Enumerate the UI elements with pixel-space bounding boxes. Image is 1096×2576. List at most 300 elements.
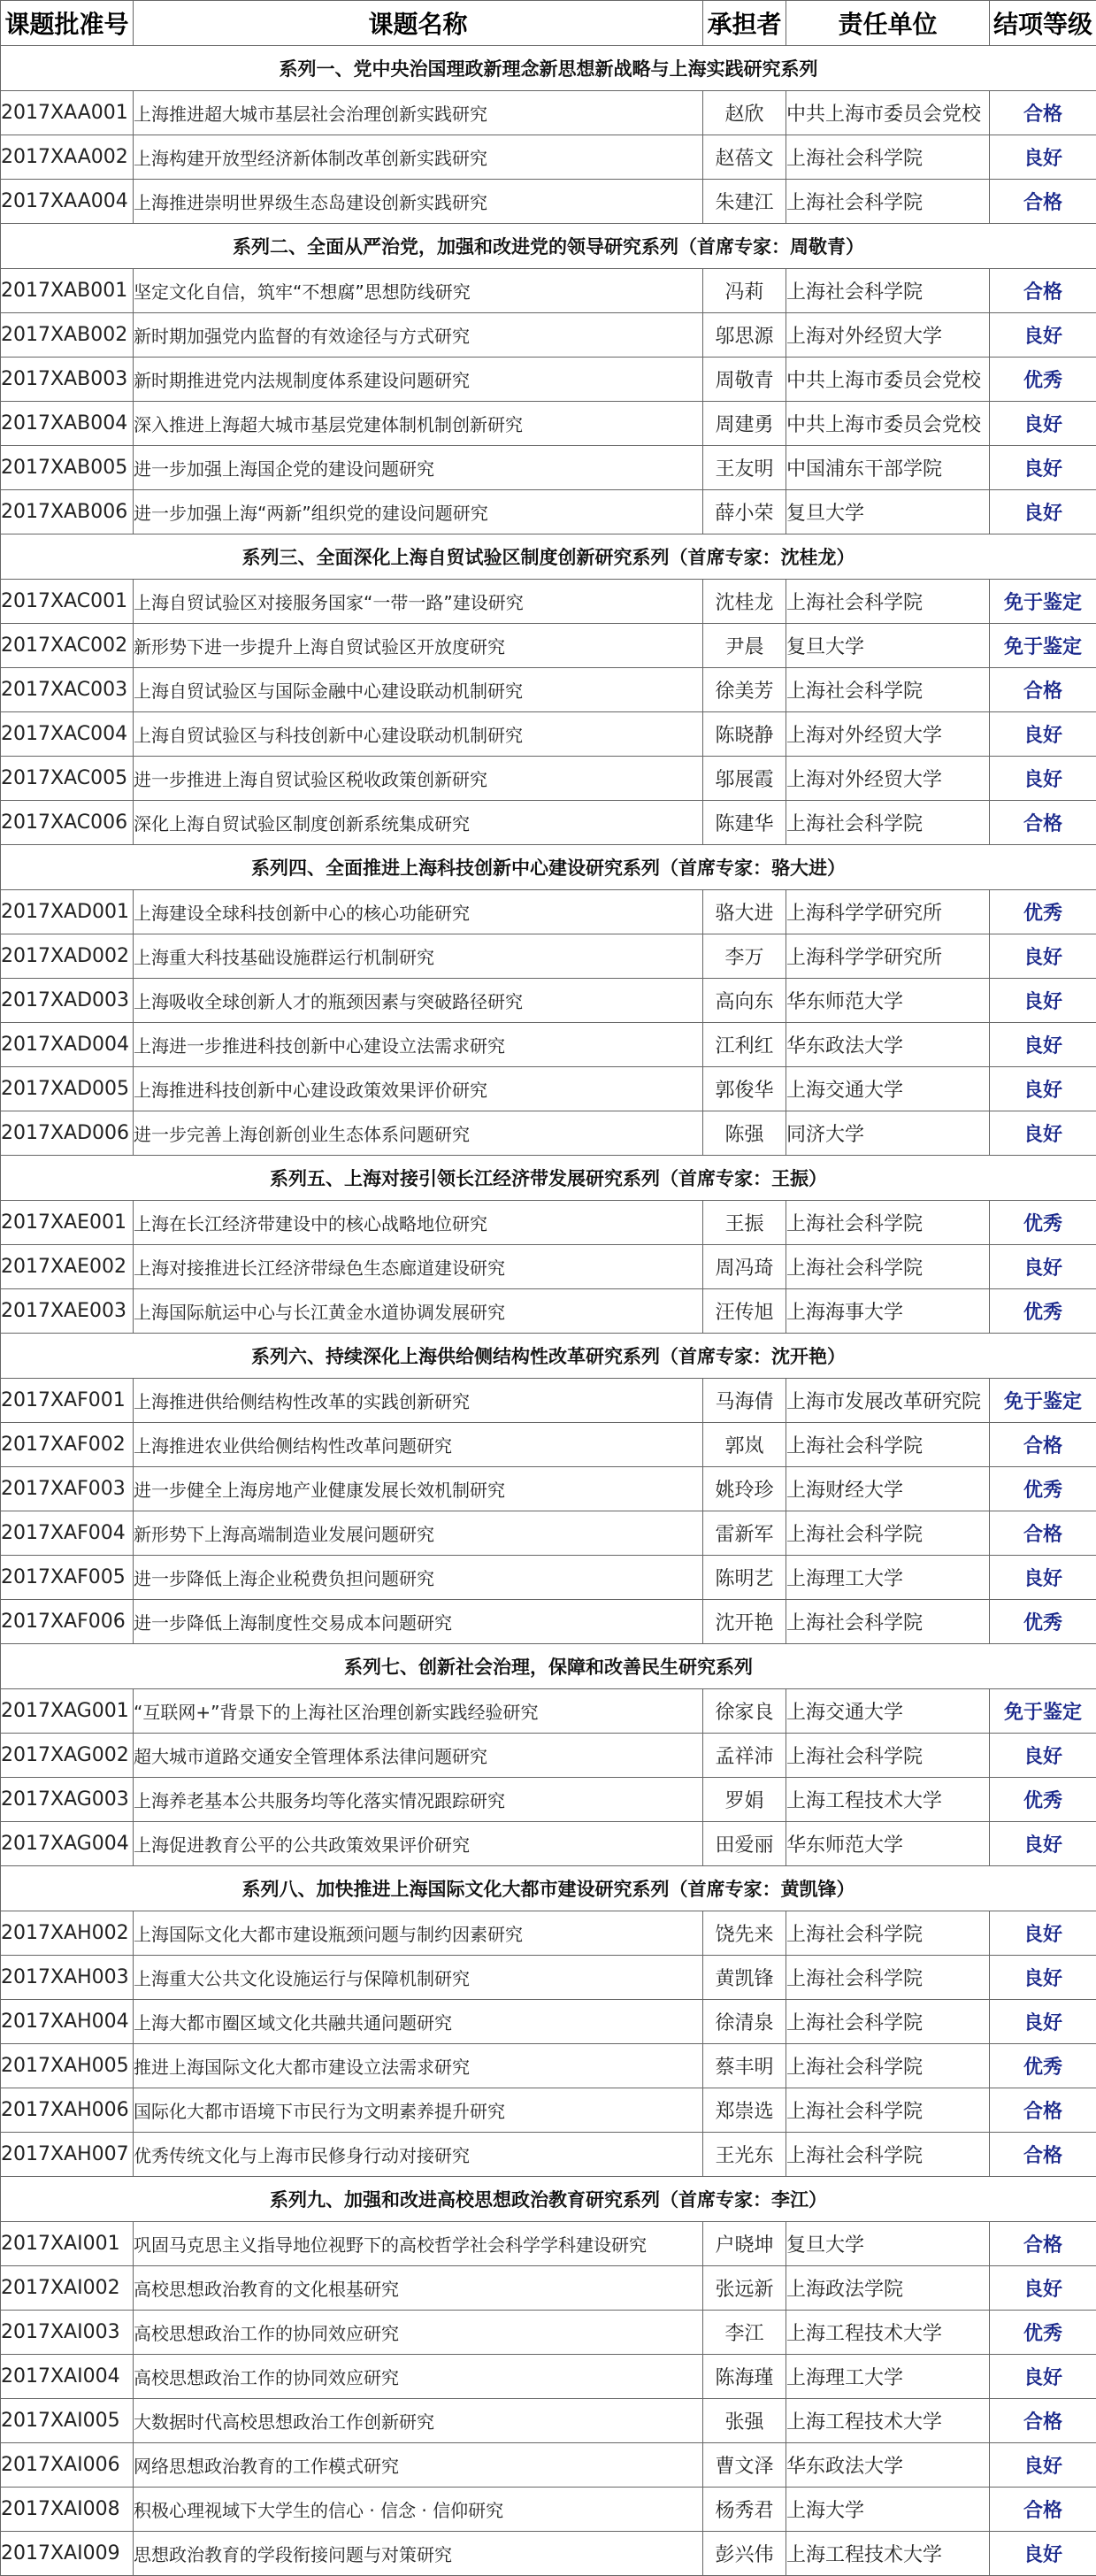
result-grade: 免于鉴定 [990,1689,1096,1734]
responsible-unit: 上海社会科学院 [786,135,990,180]
table-row [1,1245,1096,1289]
result-grade: 优秀 [990,2311,1096,2355]
table-row [1,1201,1096,1245]
project-owner: 周冯琦 [703,1245,786,1289]
project-code: 2017XAA004 [1,180,134,224]
table-row [1,1379,1096,1423]
project-code: 2017XAD002 [1,934,134,979]
project-code: 2017XAA002 [1,135,134,180]
responsible-unit: 上海社会科学院 [786,2044,990,2088]
project-owner: 马海倩 [703,1379,786,1423]
project-owner: 高向东 [703,979,786,1023]
project-title: 上海建设全球科技创新中心的核心功能研究 [134,890,703,934]
project-title: 超大城市道路交通安全管理体系法律问题研究 [134,1734,703,1778]
project-title: 上海吸收全球创新人才的瓶颈因素与突破路径研究 [134,979,703,1023]
responsible-unit: 上海社会科学院 [786,180,990,224]
project-owner: 户晓坤 [703,2222,786,2266]
project-code: 2017XAI009 [1,2532,134,2576]
result-grade: 合格 [990,91,1096,135]
responsible-unit: 上海社会科学院 [786,2000,990,2044]
result-grade: 免于鉴定 [990,580,1096,624]
result-grade: 良好 [990,2443,1096,2488]
project-title: 新时期加强党内监督的有效途径与方式研究 [134,313,703,358]
table-row [1,2311,1096,2355]
project-title: 上海推进崇明世界级生态岛建设创新实践研究 [134,180,703,224]
project-code: 2017XAD006 [1,1111,134,1156]
responsible-unit: 上海社会科学院 [786,2133,990,2177]
table-row [1,358,1096,402]
project-title: 推进上海国际文化大都市建设立法需求研究 [134,2044,703,2088]
project-code: 2017XAH003 [1,1956,134,2000]
project-owner: 罗娟 [703,1778,786,1822]
series-title: 系列七、创新社会治理，保障和改善民生研究系列 [1,1644,1096,1689]
project-title: 上海自贸试验区与国际金融中心建设联动机制研究 [134,668,703,712]
responsible-unit: 上海大学 [786,2488,990,2532]
project-title: 进一步加强上海“两新”组织党的建设问题研究 [134,490,703,534]
responsible-unit: 上海对外经贸大学 [786,712,990,757]
result-grade: 良好 [990,934,1096,979]
result-grade: 良好 [990,2532,1096,2576]
table-row [1,757,1096,801]
project-owner: 沈桂龙 [703,580,786,624]
result-grade: 良好 [990,1956,1096,2000]
table-row [1,2000,1096,2044]
project-code: 2017XAI006 [1,2443,134,2488]
series-header-row [1,845,1096,890]
project-code: 2017XAA001 [1,91,134,135]
project-code: 2017XAB004 [1,402,134,446]
result-grade: 合格 [990,2222,1096,2266]
project-title: 上海自贸试验区对接服务国家“一带一路”建设研究 [134,580,703,624]
result-grade: 合格 [990,2399,1096,2443]
project-title: 进一步推进上海自贸试验区税收政策创新研究 [134,757,703,801]
result-grade: 合格 [990,2488,1096,2532]
project-title: 坚定文化自信，筑牢“不想腐”思想防线研究 [134,269,703,313]
project-title: 深入推进上海超大城市基层党建体制机制创新研究 [134,402,703,446]
table-row [1,1023,1096,1067]
series-header-row [1,1334,1096,1379]
project-code: 2017XAF003 [1,1467,134,1511]
table-row [1,1556,1096,1600]
project-title: 国际化大都市语境下市民行为文明素养提升研究 [134,2088,703,2133]
result-grade: 良好 [990,1023,1096,1067]
responsible-unit: 中共上海市委员会党校 [786,402,990,446]
project-code: 2017XAG001 [1,1689,134,1734]
series-header-row [1,224,1096,269]
project-code: 2017XAH004 [1,2000,134,2044]
responsible-unit: 华东政法大学 [786,2443,990,2488]
responsible-unit: 上海市发展改革研究院 [786,1379,990,1423]
responsible-unit: 上海社会科学院 [786,1956,990,2000]
project-code: 2017XAC004 [1,712,134,757]
header-row [1,1,1096,46]
project-code: 2017XAI004 [1,2355,134,2399]
result-grade: 优秀 [990,2044,1096,2088]
project-code: 2017XAB001 [1,269,134,313]
project-owner: 邬展霞 [703,757,786,801]
project-code: 2017XAC005 [1,757,134,801]
table-row [1,2133,1096,2177]
responsible-unit: 上海海事大学 [786,1289,990,1334]
responsible-unit: 上海工程技术大学 [786,2532,990,2576]
responsible-unit: 上海社会科学院 [786,1423,990,1467]
table-row [1,890,1096,934]
project-owner: 骆大进 [703,890,786,934]
series-header-row [1,2177,1096,2222]
responsible-unit: 复旦大学 [786,2222,990,2266]
responsible-unit: 上海对外经贸大学 [786,757,990,801]
series-header-row [1,534,1096,580]
responsible-unit: 华东师范大学 [786,979,990,1023]
project-title: 大数据时代高校思想政治工作创新研究 [134,2399,703,2443]
project-title: 新形势下进一步提升上海自贸试验区开放度研究 [134,624,703,668]
table-body [1,46,1096,2576]
project-code: 2017XAB002 [1,313,134,358]
project-owner: 赵欣 [703,91,786,135]
project-code: 2017XAD003 [1,979,134,1023]
project-title: 上海进一步推进科技创新中心建设立法需求研究 [134,1023,703,1067]
responsible-unit: 上海工程技术大学 [786,1778,990,1822]
result-grade: 良好 [990,979,1096,1023]
project-owner: 王友明 [703,446,786,490]
project-owner: 陈明艺 [703,1556,786,1600]
responsible-unit: 上海工程技术大学 [786,2399,990,2443]
series-title: 系列四、全面推进上海科技创新中心建设研究系列（首席专家：骆大进） [1,845,1096,890]
project-title: 新时期推进党内法规制度体系建设问题研究 [134,358,703,402]
project-title: 上海国际航运中心与长江黄金水道协调发展研究 [134,1289,703,1334]
table-row [1,1111,1096,1156]
project-title: 上海促进教育公平的公共政策效果评价研究 [134,1822,703,1866]
project-owner: 徐清泉 [703,2000,786,2044]
header-result: 结项等级 [990,1,1096,46]
table-row [1,313,1096,358]
table-row [1,1600,1096,1644]
series-title: 系列三、全面深化上海自贸试验区制度创新研究系列（首席专家：沈桂龙） [1,534,1096,580]
result-grade: 良好 [990,2000,1096,2044]
series-title: 系列五、上海对接引领长江经济带发展研究系列（首席专家：王振） [1,1156,1096,1201]
project-title: 上海对接推进长江经济带绿色生态廊道建设研究 [134,1245,703,1289]
result-grade: 优秀 [990,1201,1096,1245]
project-title: 深化上海自贸试验区制度创新系统集成研究 [134,801,703,845]
result-grade: 合格 [990,2133,1096,2177]
project-title: 上海国际文化大都市建设瓶颈问题与制约因素研究 [134,1911,703,1956]
project-code: 2017XAI005 [1,2399,134,2443]
project-owner: 陈强 [703,1111,786,1156]
project-title: 进一步降低上海企业税费负担问题研究 [134,1556,703,1600]
result-grade: 合格 [990,668,1096,712]
table-row [1,580,1096,624]
responsible-unit: 上海交通大学 [786,1067,990,1111]
responsible-unit: 上海交通大学 [786,1689,990,1734]
series-header-row [1,1866,1096,1911]
result-grade: 免于鉴定 [990,1379,1096,1423]
project-owner: 徐家良 [703,1689,786,1734]
series-title: 系列一、党中央治国理政新理念新思想新战略与上海实践研究系列 [1,46,1096,91]
project-title: 进一步健全上海房地产业健康发展长效机制研究 [134,1467,703,1511]
project-owner: 陈建华 [703,801,786,845]
table-row [1,1734,1096,1778]
result-grade: 合格 [990,1511,1096,1556]
table-row [1,2355,1096,2399]
project-title: 上海推进科技创新中心建设政策效果评价研究 [134,1067,703,1111]
project-code: 2017XAG002 [1,1734,134,1778]
project-code: 2017XAH005 [1,2044,134,2088]
table-row [1,668,1096,712]
project-code: 2017XAC003 [1,668,134,712]
project-owner: 张远新 [703,2266,786,2311]
result-grade: 良好 [990,446,1096,490]
project-code: 2017XAI003 [1,2311,134,2355]
table-row [1,2488,1096,2532]
responsible-unit: 上海社会科学院 [786,1734,990,1778]
table-row [1,712,1096,757]
result-grade: 良好 [990,1067,1096,1111]
header-person: 承担者 [703,1,786,46]
project-code: 2017XAI001 [1,2222,134,2266]
result-grade: 合格 [990,180,1096,224]
series-header-row [1,1644,1096,1689]
project-owner: 赵蓓文 [703,135,786,180]
project-title: 上海推进供给侧结构性改革的实践创新研究 [134,1379,703,1423]
result-grade: 免于鉴定 [990,624,1096,668]
responsible-unit: 上海社会科学院 [786,1245,990,1289]
table-row [1,1467,1096,1511]
project-owner: 孟祥沛 [703,1734,786,1778]
responsible-unit: 上海理工大学 [786,2355,990,2399]
project-owner: 田爱丽 [703,1822,786,1866]
responsible-unit: 上海社会科学院 [786,1600,990,1644]
table-row [1,1067,1096,1111]
responsible-unit: 华东政法大学 [786,1023,990,1067]
result-grade: 良好 [990,402,1096,446]
project-title: 高校思想政治工作的协同效应研究 [134,2355,703,2399]
result-grade: 良好 [990,1111,1096,1156]
project-title: 上海养老基本公共服务均等化落实情况跟踪研究 [134,1778,703,1822]
result-grade: 合格 [990,1423,1096,1467]
series-header-row [1,1156,1096,1201]
project-title: 进一步降低上海制度性交易成本问题研究 [134,1600,703,1644]
project-title: 上海自贸试验区与科技创新中心建设联动机制研究 [134,712,703,757]
result-grade: 优秀 [990,890,1096,934]
result-grade: 优秀 [990,1289,1096,1334]
project-owner: 杨秀君 [703,2488,786,2532]
project-code: 2017XAF005 [1,1556,134,1600]
table-row [1,180,1096,224]
project-title: 上海构建开放型经济新体制改革创新实践研究 [134,135,703,180]
project-owner: 邬思源 [703,313,786,358]
result-grade: 良好 [990,2355,1096,2399]
project-code: 2017XAF002 [1,1423,134,1467]
result-grade: 合格 [990,801,1096,845]
table-row [1,2088,1096,2133]
project-owner: 朱建江 [703,180,786,224]
project-owner: 陈晓静 [703,712,786,757]
project-code: 2017XAG003 [1,1778,134,1822]
result-grade: 优秀 [990,1467,1096,1511]
table-row [1,1822,1096,1866]
result-grade: 良好 [990,313,1096,358]
table-row [1,402,1096,446]
project-title: 积极心理视域下大学生的信心 · 信念 · 信仰研究 [134,2488,703,2532]
project-owner: 周敬青 [703,358,786,402]
project-code: 2017XAC002 [1,624,134,668]
project-owner: 江利红 [703,1023,786,1067]
table-row [1,1778,1096,1822]
header-unit: 责任单位 [786,1,990,46]
responsible-unit: 上海社会科学院 [786,2088,990,2133]
project-title: 优秀传统文化与上海市民修身行动对接研究 [134,2133,703,2177]
project-code: 2017XAE001 [1,1201,134,1245]
responsible-unit: 复旦大学 [786,490,990,534]
table-row [1,446,1096,490]
table-row [1,2044,1096,2088]
responsible-unit: 上海社会科学院 [786,1511,990,1556]
project-code: 2017XAI008 [1,2488,134,2532]
project-owner: 冯莉 [703,269,786,313]
table-row [1,1956,1096,2000]
table-row [1,2532,1096,2576]
result-grade: 优秀 [990,1778,1096,1822]
table-row [1,1911,1096,1956]
result-grade: 良好 [990,757,1096,801]
table-row [1,1689,1096,1734]
series-header-row [1,46,1096,91]
result-grade: 良好 [990,1245,1096,1289]
series-title: 系列六、持续深化上海供给侧结构性改革研究系列（首席专家：沈开艳） [1,1334,1096,1379]
table-row [1,1423,1096,1467]
header-title: 课题名称 [134,1,703,46]
responsible-unit: 上海科学学研究所 [786,890,990,934]
project-code: 2017XAD001 [1,890,134,934]
project-title: “互联网+”背景下的上海社区治理创新实践经验研究 [134,1689,703,1734]
table-row [1,1289,1096,1334]
result-grade: 良好 [990,2266,1096,2311]
result-grade: 合格 [990,269,1096,313]
project-owner: 周建勇 [703,402,786,446]
series-title: 系列二、全面从严治党，加强和改进党的领导研究系列（首席专家：周敬青） [1,224,1096,269]
project-owner: 郭俊华 [703,1067,786,1111]
project-title: 高校思想政治教育的文化根基研究 [134,2266,703,2311]
project-owner: 李江 [703,2311,786,2355]
responsible-unit: 上海理工大学 [786,1556,990,1600]
table-row [1,979,1096,1023]
project-title: 高校思想政治工作的协同效应研究 [134,2311,703,2355]
project-code: 2017XAE003 [1,1289,134,1334]
responsible-unit: 上海社会科学院 [786,580,990,624]
responsible-unit: 上海社会科学院 [786,269,990,313]
table-row [1,624,1096,668]
series-title: 系列八、加快推进上海国际文化大都市建设研究系列（首席专家：黄凯锋） [1,1866,1096,1911]
project-title: 上海重大公共文化设施运行与保障机制研究 [134,1956,703,2000]
project-title: 思想政治教育的学段衔接问题与对策研究 [134,2532,703,2576]
project-owner: 汪传旭 [703,1289,786,1334]
result-grade: 合格 [990,2088,1096,2133]
project-code: 2017XAF001 [1,1379,134,1423]
table-row [1,934,1096,979]
responsible-unit: 上海财经大学 [786,1467,990,1511]
project-owner: 黄凯锋 [703,1956,786,2000]
table-row [1,2399,1096,2443]
responsible-unit: 上海社会科学院 [786,801,990,845]
project-code: 2017XAB003 [1,358,134,402]
responsible-unit: 上海社会科学院 [786,1911,990,1956]
project-title: 网络思想政治教育的工作模式研究 [134,2443,703,2488]
project-code: 2017XAB006 [1,490,134,534]
series-title: 系列九、加强和改进高校思想政治教育研究系列（首席专家：李江） [1,2177,1096,2222]
project-code: 2017XAH006 [1,2088,134,2133]
project-owner: 郭岚 [703,1423,786,1467]
project-code: 2017XAD004 [1,1023,134,1067]
project-owner: 张强 [703,2399,786,2443]
project-owner: 尹晨 [703,624,786,668]
table-row [1,2266,1096,2311]
project-title: 巩固马克思主义指导地位视野下的高校哲学社会科学学科建设研究 [134,2222,703,2266]
project-code: 2017XAC001 [1,580,134,624]
project-owner: 曹文泽 [703,2443,786,2488]
table-row [1,2222,1096,2266]
table-row [1,2443,1096,2488]
project-code: 2017XAD005 [1,1067,134,1111]
responsible-unit: 上海社会科学院 [786,1201,990,1245]
project-code: 2017XAH007 [1,2133,134,2177]
responsible-unit: 中共上海市委员会党校 [786,91,990,135]
result-grade: 良好 [990,1822,1096,1866]
project-code: 2017XAI002 [1,2266,134,2311]
responsible-unit: 上海政法学院 [786,2266,990,2311]
project-owner: 蔡丰明 [703,2044,786,2088]
project-title: 上海重大科技基础设施群运行机制研究 [134,934,703,979]
result-grade: 良好 [990,1734,1096,1778]
result-grade: 良好 [990,712,1096,757]
responsible-unit: 上海科学学研究所 [786,934,990,979]
table-row [1,490,1096,534]
result-grade: 良好 [990,1911,1096,1956]
project-owner: 郑崇选 [703,2088,786,2133]
project-title: 上海大都市圈区域文化共融共通问题研究 [134,2000,703,2044]
project-owner: 陈海瑾 [703,2355,786,2399]
result-grade: 优秀 [990,1600,1096,1644]
responsible-unit: 上海社会科学院 [786,668,990,712]
responsible-unit: 上海工程技术大学 [786,2311,990,2355]
project-code: 2017XAF006 [1,1600,134,1644]
project-code: 2017XAF004 [1,1511,134,1556]
project-title: 上海在长江经济带建设中的核心战略地位研究 [134,1201,703,1245]
responsible-unit: 同济大学 [786,1111,990,1156]
project-owner: 饶先来 [703,1911,786,1956]
project-owner: 彭兴伟 [703,2532,786,2576]
project-title: 上海推进超大城市基层社会治理创新实践研究 [134,91,703,135]
table-row [1,801,1096,845]
project-owner: 雷新军 [703,1511,786,1556]
result-grade: 良好 [990,135,1096,180]
project-owner: 沈开艳 [703,1600,786,1644]
result-grade: 良好 [990,490,1096,534]
table-row [1,91,1096,135]
responsible-unit: 复旦大学 [786,624,990,668]
project-owner: 王振 [703,1201,786,1245]
project-code: 2017XAH002 [1,1911,134,1956]
responsible-unit: 中共上海市委员会党校 [786,358,990,402]
project-code: 2017XAE002 [1,1245,134,1289]
project-owner: 薛小荣 [703,490,786,534]
project-owner: 李万 [703,934,786,979]
project-title: 新形势下上海高端制造业发展问题研究 [134,1511,703,1556]
project-owner: 王光东 [703,2133,786,2177]
project-title: 上海推进农业供给侧结构性改革问题研究 [134,1423,703,1467]
result-grade: 良好 [990,1556,1096,1600]
table-row [1,135,1096,180]
project-code: 2017XAG004 [1,1822,134,1866]
